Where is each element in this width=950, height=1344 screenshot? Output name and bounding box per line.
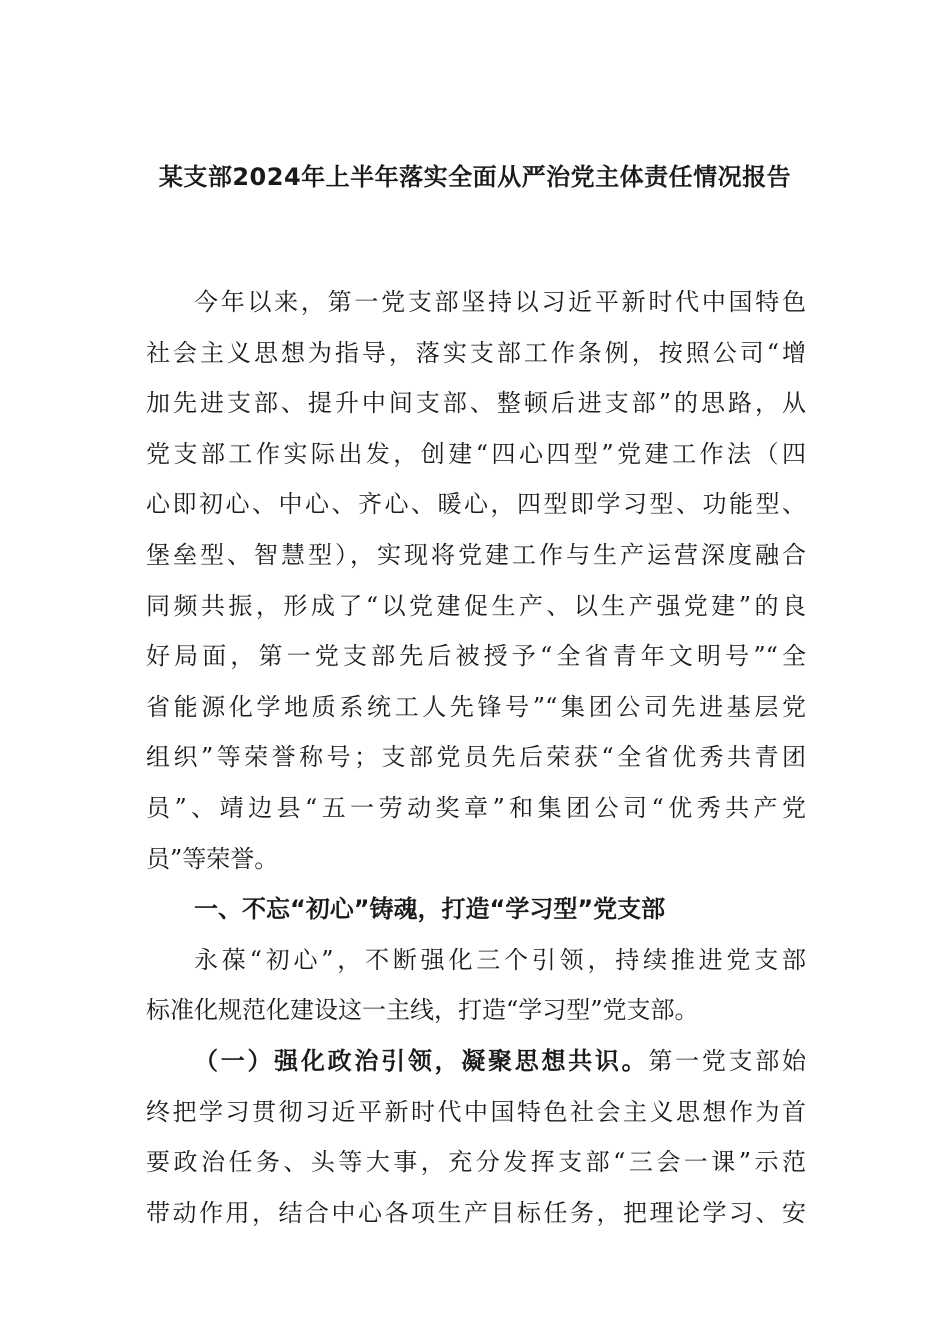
- subsection-line: 要政治任务、头等大事，充分发挥支部“三会一课”示范: [146, 1148, 806, 1177]
- intro-line: 好局面，第一党支部先后被授予“全省青年文明号”“全: [146, 642, 806, 671]
- subsection-first-line-rest: 第一党支部始: [648, 1046, 807, 1075]
- intro-line: 省能源化学地质系统工人先锋号”“集团公司先进基层党: [146, 692, 806, 721]
- subsection-first-line: [146, 1036, 806, 1087]
- intro-line: 员”等荣誉。: [146, 844, 279, 873]
- intro-line: 同频共振，形成了“以党建促生产、以生产强党建”的良: [146, 591, 806, 620]
- intro-line: 员”、靖边县“五一劳动奖章”和集团公司“优秀共产党: [146, 793, 806, 822]
- subsection-line: 终把学习贯彻习近平新时代中国特色社会主义思想作为首: [146, 1097, 806, 1126]
- intro-line: 堡垒型、智慧型），实现将党建工作与生产运营深度融合: [146, 540, 806, 569]
- intro-line: 今年以来，第一党支部坚持以习近平新时代中国特色: [194, 288, 806, 316]
- intro-line: 组织”等荣誉称号；支部党员先后荣获“全省优秀共青团: [146, 743, 806, 772]
- intro-line: 加先进支部、提升中间支部、整顿后进支部”的思路，从: [146, 389, 806, 418]
- intro-line: 社会主义思想为指导，落实支部工作条例，按照公司“增: [146, 338, 806, 367]
- intro-line: 心即初心、中心、齐心、暖心，四型即学习型、功能型、: [146, 490, 806, 519]
- section-line: 标准化规范化建设这一主线，打造“学习型”党支部。: [146, 996, 699, 1025]
- section-line: 永葆“初心”，不断强化三个引领，持续推进党支部: [194, 945, 806, 974]
- subsection-heading: （一）强化政治引领，凝聚思想共识。: [194, 1046, 649, 1075]
- document-title: 某支部2024年上半年落实全面从严治党主体责任情况报告: [158, 163, 792, 191]
- subsection-line: 带动作用，结合中心各项生产目标任务，把理论学习、安: [146, 1198, 806, 1227]
- intro-line: 党支部工作实际出发，创建“四心四型”党建工作法（四: [146, 439, 806, 468]
- section-heading: 一、不忘“初心”铸魂，打造“学习型”党支部: [194, 895, 666, 924]
- document-body: [146, 277, 806, 1238]
